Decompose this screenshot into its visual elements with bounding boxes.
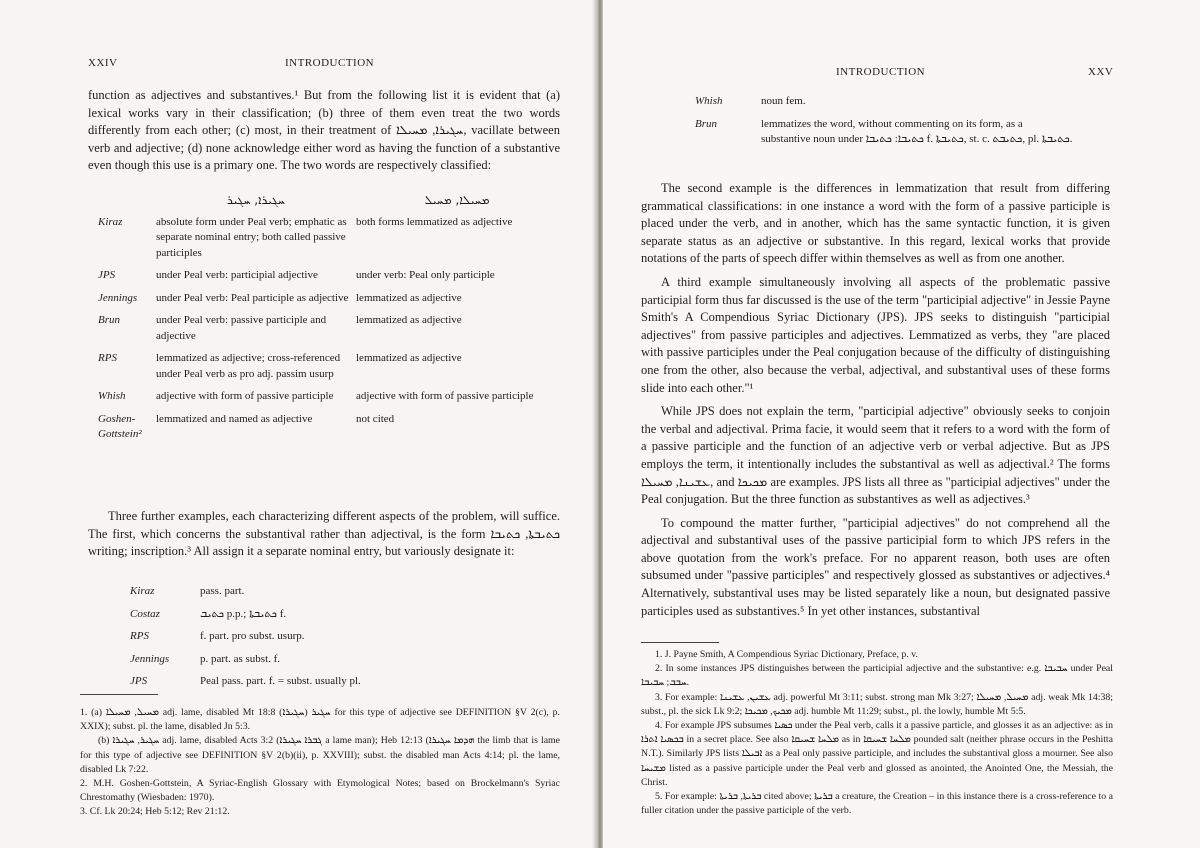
table-cell: Peal pass. part. f. = subst. usually pl. [200,675,361,687]
footnote-rule [641,642,719,643]
footnote: 5. For example: ܒܪܝܬܐ, ܒܪܝܬܐ cited above; ܒܪܝܬܐ a creature, the Creation – in this instance there is a cross-reference to a fuller citation under the passive participle of the verb. [641,791,1113,817]
footnote-rule [80,694,158,695]
table-cell: adjective with form of passive participle [356,390,534,402]
footnote: 3. Cf. Lk 20:24; Heb 5:12; Rev 21:12. [80,806,230,818]
table-cell: adjective with form of passive participle [156,390,334,402]
table-cell: both forms lemmatized as adjective [356,215,513,228]
page-number: XXV [1088,66,1114,78]
table-cell: absolute form under Peal verb; emphatic as separate nominal entry; both called passive participles [156,215,347,259]
footnote: 2. In some instances JPS distinguishes between the participial adjective and the substantive: e.g. ܚܒܝܒܐ under Peal ܚܒܒ; ܚܒܝܒܐ. [641,663,1113,689]
table-cell: noun fem. [761,95,806,107]
table-label: Jennings [130,652,170,665]
designation-table [130,584,550,697]
table-row [98,291,558,314]
footnote: 4. For example JPS subsumes ܟܣܝܐ under the Peal verb, calls it a passive particle, and glosses it as an adjective: as in ܒܟܣܝܐ ܐܬܪܐ in a secret place. See also ܡܠܚܐ ܫܚܝܩܐ as in ܡܠܚܐ ܫܚܝܩܐ pounded salt (neither phrase occurs in the Peshitta N.T.). Similarly JPS lists ܐܒܝܠܐ as a Peal only passive participle, and includes the substantival gloss a mourner. See also ܡܫܝܚܐ listed as a passive participle under the Peal verb and glossed as anointed, the Anointed One, the Messiah, the Christ. [641,720,1113,788]
table-label: Whish [98,390,126,402]
footnote: (b) ܚܓܝܪ, ܚܓܝܪܐ adj. lame, disabled Acts 3:2 (ܓܒܪܐ ܚܓܝܪܐ a lame man); Heb 12:13 (ܗܕܡܐ ܚܓܝܪܐ the limb that is lame for this type of adjective see DEFINITION §V 2(b)(ii), p. XXVIII); subst. the disabled man Acts 4:14; pl. the lame, disabled Lk 7:22. [80,735,561,775]
lemma-table [695,94,1075,155]
left-page [0,0,597,848]
table-row [130,652,550,675]
table-row [130,607,550,630]
table-label: RPS [130,630,149,642]
table-cell: f. part. pro subst. usurp. [200,630,305,642]
left-body [88,87,560,175]
table-row [98,351,558,389]
table-cell: pass. part. [200,585,245,597]
paragraph: A third example simultaneously involving all aspects of the problematic passive participial form thus far discussed is the use of the term "participial adjective" in Jessie Payne Smith's A Compendious Syriac Dictionary (JPS). JPS seeks to distinguish "participial adjectives" from passive participles and adjectives. Lemmatized as verbs, they "are placed with passive participles under the Peal conjugation because of the difficulty of distinguishing one from the other, also because the verbal, adjectival, and substantival uses of these forms slide into each other."¹ [641,274,1110,395]
paragraph: function as adjectives and substantives.¹ But from the following list it is evident that (a) lexical works vary in their classification; (b) three of them even treat the two words differently from each other; (c) most, in their treatment of ܚܓܝܪܐ, ܡܚܝܠܐ, vacillate between verb and adjective; (d) none acknowledge either word as having the function of a substantive even though this use is a primary one. The two words are respectively classified: [88,88,560,173]
table-cell: under Peal verb: participial adjective [156,269,318,281]
table-label: RPS [98,352,117,364]
table-row [98,268,558,291]
table-label: Brun [695,117,717,130]
table-cell: lemmatized and named as adjective [156,412,313,425]
table-cell: p. part. as subst. f. [200,652,281,665]
right-page [603,0,1200,848]
left-footnotes [80,706,560,820]
table-cell: lemmatized as adjective; cross-referenced under Peal verb as pro adj. passim usurp [156,352,341,380]
column-head-syriac: ܡܚܝܠܐ, ܡܚܝܠ [424,193,490,207]
table-cell: under Peal verb: Peal participle as adjective [156,291,349,304]
table-cell: lemmatizes the word, without commenting on its form, as a substantive noun under ܟܬܝܒܐ: ܟܬܝܒܐ f. ܟܬܝܒܬܐ, st. c. ܟܬܝܒܬ, pl. ܟܬܝܒܬܐ. [761,117,1073,145]
table-row [98,412,558,450]
paragraph: To compound the matter further, "participial adjectives" do not comprehend all the adjectival and substantival uses of the passive participial form to which JPS refers in the above quotation from the work's preface. For no apparent reason, both uses are often subsumed under "passive participles" and respectively glossed as substantives or adjectives.⁴ Alternatively, substantival uses may be listed separately like a noun, but designated passive participles used as substantives.⁵ In yet other instances, substantival [641,515,1110,618]
table-cell: under Peal verb: passive participle and adjective [156,314,327,342]
table-label: Whish [695,95,723,107]
table-label: Kiraz [98,215,123,228]
footnote: 1. J. Payne Smith, A Compendious Syriac Dictionary, Preface, p. v. [655,649,918,660]
table-label: JPS [130,675,148,687]
table-row [98,215,558,269]
table-row [695,94,1075,117]
footnote: 2. M.H. Goshen-Gottstein, A Syriac-English Glossary with Etymological Notes; based on Brockelmann's Syriac Chrestomathy (Wiesbaden: 1970). [80,778,560,804]
paragraph: The second example is the differences in lemmatization that result from differing grammatical classifications: in one instance a word with the form of a passive participle is placed under the verb, and in another, which has the same syntactic function, it is given separate status as an adjective or substantive. In this regard, lexical works that provide notations of the parts of speech differ within themselves as well as from one another. [641,181,1110,266]
table-cell: ܟܬܝܒ p.p.; ܟܬܝܒܬܐ f. [200,607,287,620]
table-label: Costaz [130,607,160,620]
page-number: XXIV [88,57,118,69]
table-row [98,313,558,351]
table-row [130,584,550,607]
table-row [130,629,550,652]
right-body [641,180,1110,620]
left-body-2 [88,508,560,561]
paragraph: Three further examples, each characterizing different aspects of the problem, will suffice. The first, which concerns the substantival rather than adjectival, is the form ܟܬܝܒܬܐ, ܟܬܝܒܐ writing; inscription.³ All assign it a separate nominal entry, but variously designate it: [88,509,561,559]
table-cell: lemmatized as adjective [356,352,462,364]
table-label: JPS [98,269,116,281]
table-row [98,389,558,412]
table-label: Jennings [98,291,138,304]
column-head-syriac: ܚܓܝܪܐ, ܚܓܝܪ [227,193,285,207]
table-label: Kiraz [130,585,155,597]
paragraph: While JPS does not explain the term, "participial adjective" obviously seeks to conjoin the verbal and adjectival. Prima facie, it would seem that it refers to a word with the form of a passive participle and the function of an adjective verb or verbal adjective. But as JPS employs the term, it intentionally includes the substantival as well as adjectival.² The forms ܥܫܝܢܐ, ܡܚܝܠܐ, and ܡܟܝܟܐ are examples. JPS lists all three as "participial adjectives" under the Peal conjugation. But the three function as substantives as well as adjectives.³ [641,404,1110,507]
running-head: INTRODUCTION [285,57,375,69]
table-label: Goshen-Gottstein² [98,412,142,440]
table-label: Brun [98,314,120,326]
table-cell: lemmatized as adjective [356,314,462,326]
classification-table [98,193,558,450]
running-head: INTRODUCTION [836,66,926,78]
table-cell: under verb: Peal only participle [356,269,495,281]
table-row [130,674,550,697]
footnote: 3. For example: ܥܫܝܢ, ܥܫܝܢܐ adj. powerful Mt 3:11; subst. strong man Mk 3:27; ܡܚܝܠ, ܡܚܝܠܐ adj. weak Mk 14:38; subst., pl. the sick Lk 9:2; ܡܟܝܟ, ܡܟܝܟܐ adj. humble Mt 11:29; subst., pl. the lowly, humble Mt 5:5. [641,691,1113,717]
footnote: 1. (a) ܡܚܝܠ, ܡܚܝܠܐ adj. lame, disabled Mt 18:8 (ܚܓܝܪܐ) ܚܓܝܪ for this type of adjective see DEFINITION §V 2(c), p. XXIX); subst. pl. the lame, disabled Jn 5:3. [80,707,560,733]
table-cell: lemmatized as adjective [356,291,462,304]
right-footnotes [641,648,1113,818]
table-cell: not cited [356,412,395,425]
table-row [695,117,1075,155]
